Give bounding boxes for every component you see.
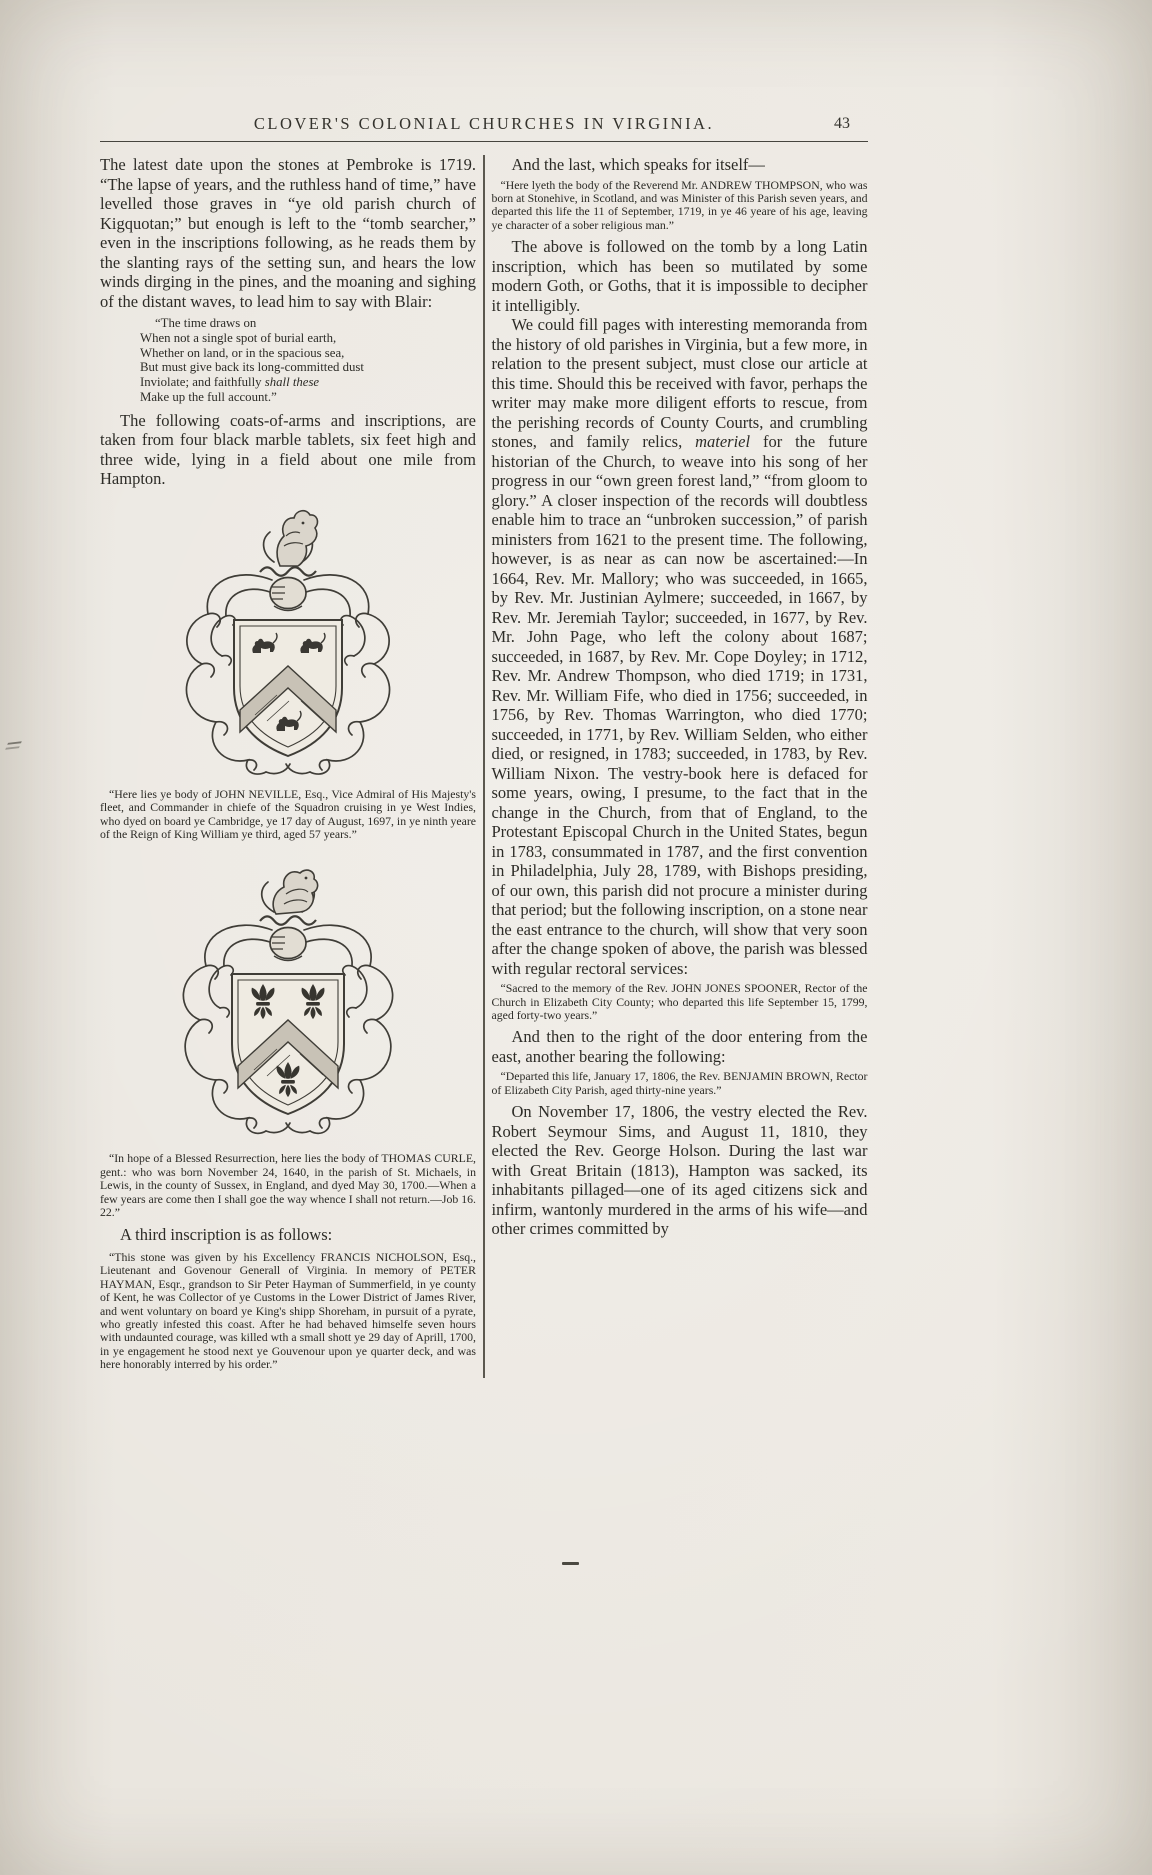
paragraph-latin-inscription: The above is followed on the tomb by a long Latin inscription, which has been so mutilated by some modern Goth, or Goths, that it is impossible to decipher it intelligibly. (491, 237, 868, 315)
poem-line: When not a single spot of burial earth, (140, 330, 337, 345)
page-number: 43 (834, 115, 850, 132)
page-header (100, 114, 868, 136)
coat-of-arms-icon (148, 854, 428, 1146)
right-column (492, 155, 868, 1378)
paragraph-italic-text: materiel (695, 432, 751, 452)
paragraph-text: for the future historian of the Church, to weave into his song of her progress in our “own green forest land,” “from gloom to glory.” A closer inspection of the records will doubtless enable him to trace an “unbroken succession,” of parish ministers from 1621 to the present time. The following, however, is as near as can now be ascertained:—In 1664, Rev. Mr. Mallory; who was succeeded, in 1665, by Rev. Mr. Justinian Aylmere; succeeded, in 1667, by Rev. Mr. Jeremiah Taylor; succeeded, in 1677, by Rev. Mr. John Page, who left the colony about 1687; succeeded, in 1687, by Rev. Mr. Cope Doyley; in 1712, Rev. Mr. Andrew Thompson, who died 1719; in 1731, Rev. Mr. William Fife, who died in 1756; succeeded, in 1756, by Rev. Thomas Warrington, who died 1770; succeeded, in 1771, by Rev. William Selden, who either died, or resigned, in 1783; succeeded, in 1783, by Rev. William Nixon. The vestry-book here is defaced for some years, owing, I presume, to the fact that in the change in the Church, from that of England, to the Protestant Episcopal Church in the United States, begun in 1783, consummated in 1787, and the first convention in Philadelphia, July 28, 1789, with Bishops presiding, of our own, this parish did not procure a minister during that period; but the following inscription, on a stone near the east entrance to the church, will show that very soon after the change spoken of above, the parish was blessed with regular rectoral services: (491, 432, 868, 978)
curle-coat-of-arms-engraving (100, 854, 476, 1146)
paragraph-vestry-1806: On November 17, 1806, the vestry elected the Rev. Robert Seymour Sims, and August 11, 1810, they elected the Rev. George Holson. During the last war with Great Britain (1813), Hampton was sacked, its inhabitants pillaged—one of its aged citizens sick and infirm, wantonly murdered in the arms of his wife—and other crimes committed by (491, 1102, 868, 1239)
paragraph-text: We could fill pages with interesting memoranda from the history of old parishes in Virginia, but a few more, in relation to the present subject, must close our article at this time. Should this be received with favor, perhaps the writer may make more diligent efforts to rescue, from the perishing records of County Courts, and crumbling stones, and family relics, (491, 315, 868, 452)
paragraph-third-inscription-intro: A third inscription is as follows: (120, 1225, 333, 1245)
bottom-mark (562, 1562, 579, 1565)
hayman-inscription: “This stone was given by his Excellency FRANCIS NICHOLSON, Esq., Lieutenant and Govenour Generall of Virginia. In memory of PETER HAYMAN, Esqr., grandson to Sir Peter Hayman of Summerfield, in ye county of Kent, he was Collector of ye Customs in the Lower District of James River, and went voluntary on board ye King's shipp Shoreham, in pursuit of a pyrate, who greatly infested this coast. After he had behaved himselfe seven hours with undaunted courage, was killed wth a small shott ye 29 day of Aprill, 1700, in ye engagement he stood next ye Gouvenour upon ye quarter deck, and was here honorably interred by his order.” (100, 1249, 476, 1372)
paragraph-pembroke: The latest date upon the stones at Pembroke is 1719. “The lapse of years, and the ruthless hand of time,” have levelled those graves in “ye old parish church of Kigquotan;” but enough is left to the “tomb searcher,” even in the inscriptions following, as he reads them by the slanting rays of the setting sun, and hears the low winds dirging in the pines, and the moaning and sighing of the distant waves, to lead him to say with Blair: (100, 155, 476, 311)
spooner-inscription: “Sacred to the memory of the Rev. JOHN JONES SPOONER, Rector of the Church in Elizabeth City County; who departed this life September 15, 1799, aged forty-two years.” (491, 981, 868, 1022)
neville-inscription-caption: “Here lies ye body of JOHN NEVILLE, Esq., Vice Admiral of His Majesty's fleet, and Commander in chiefe of the Squadron cruising in ye West Indies, who dyed on board ye Cambridge, ye 17 day of August, 1697, in ye ninth yeare of the Reign of King William ye third, aged 57 years.” (100, 786, 476, 841)
thompson-inscription: “Here lyeth the body of the Reverend Mr. ANDREW THOMPSON, who was born at Stonehive, in Scotland, and was Minister of this Parish seven years, and departed this life the 11 of September, 1719, in ye 46 yeare of his age, leaving ye character of a sober religious man.” (491, 177, 868, 232)
poem-line: But must give back its long-committed dust (140, 360, 364, 375)
coat-of-arms-icon (154, 502, 422, 782)
column-divider-rule (483, 155, 485, 1378)
curle-inscription-caption: “In hope of a Blessed Resurrection, here lies the body of THOMAS CURLE, gent.: who was born November 24, 1640, in the parish of St. Michaels, in Lewis, in the county of Sussex, in England, and dyed May 30, 1700.—When a few years are come then I shall goe the way whence I shall not return.—Job 16. 22.” (100, 1151, 476, 1220)
two-column-layout (100, 155, 868, 1378)
paragraph-last-intro: And the last, which speaks for itself— (511, 155, 765, 174)
paragraph-tablets: The following coats-of-arms and inscriptions, are taken from four black marble tablets, six feet high and three wide, lying in a field about one mile from Hampton. (100, 410, 476, 489)
poem-line-text: Inviolate; and faithfully (140, 375, 265, 390)
blair-poem-quote (140, 316, 476, 405)
header-rule (100, 141, 868, 142)
margin-print-artifact (5, 741, 22, 750)
paragraph-door-east: And then to the right of the door entering from the east, another bearing the following: (491, 1027, 868, 1066)
neville-coat-of-arms-engraving (100, 502, 476, 782)
poem-line-italic-text: shall these (264, 375, 320, 390)
poem-line: Whether on land, or in the spacious sea, (140, 345, 345, 360)
poem-line: Make up the full account.” (140, 389, 277, 404)
running-title: CLOVER'S COLONIAL CHURCHES IN VIRGINIA. (253, 114, 715, 133)
left-column (100, 155, 476, 1378)
poem-line: “The time draws on (155, 316, 257, 330)
print-area (100, 114, 868, 1378)
paragraph-parish-history (492, 315, 868, 978)
poem-line (140, 375, 476, 390)
brown-inscription: “Departed this life, January 17, 1806, the Rev. BENJAMIN BROWN, Rector of Elizabeth City Parish, aged thirty-nine years.” (491, 1069, 868, 1097)
